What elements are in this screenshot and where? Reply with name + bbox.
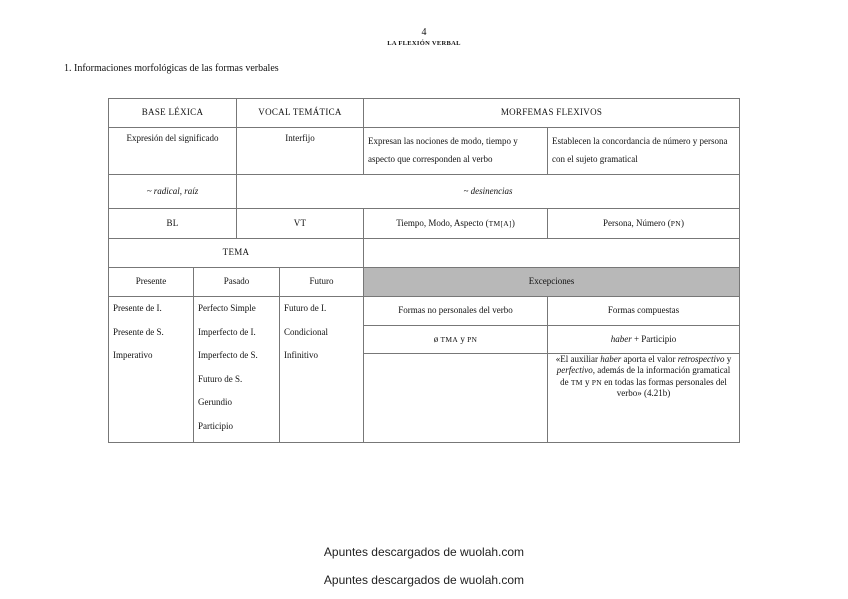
vocal-description: Interfijo <box>237 128 364 175</box>
pasado-list <box>198 297 275 438</box>
list-item: Imperativo <box>113 350 153 360</box>
excepciones-header: Excepciones <box>364 268 740 297</box>
list-item: Presente de S. <box>113 326 164 337</box>
compuestas-value <box>548 326 740 354</box>
vt-label: VT <box>237 209 364 239</box>
running-title: LA FLEXIÓN VERBAL <box>387 40 461 47</box>
conjunction: y <box>460 333 465 344</box>
list-item: Infinitivo <box>284 350 318 360</box>
list-item: Presente de I. <box>113 303 162 313</box>
pasado-header: Pasado <box>194 268 280 297</box>
participio-text: + Participio <box>633 333 677 344</box>
quote-tm: TM <box>570 377 583 387</box>
bl-label: BL <box>109 209 237 239</box>
desinencias-label: ~ desinencias <box>237 175 740 209</box>
tema-label: TEMA <box>109 239 364 268</box>
quote-pn: PN <box>591 377 602 387</box>
tema-empty <box>364 239 740 268</box>
no-personales-value <box>364 326 548 354</box>
footer-link-2[interactable]: Apuntes descargados de wuolah.com <box>323 573 525 587</box>
header-vocal-tematica: VOCAL TEMÁTICA <box>237 99 364 128</box>
morphology-table <box>108 98 740 443</box>
quote-part: y <box>584 376 590 387</box>
quote-part: «El auxiliar <box>555 354 598 364</box>
no-personales-header: Formas no personales del verbo <box>364 297 548 326</box>
no-personales-empty <box>364 354 548 443</box>
compuestas-header: Formas compuestas <box>548 297 740 326</box>
tma-cell <box>364 209 548 239</box>
radical-label: ~ radical, raíz <box>109 175 237 209</box>
tma-abbr: TMA <box>440 334 459 344</box>
quote-part: y <box>726 354 732 364</box>
list-item: Condicional <box>284 326 328 337</box>
pn-close: ) <box>680 217 684 228</box>
morfemas-pn-description: Establecen la concordancia de número y persona con el sujeto gramatical <box>548 128 740 175</box>
list-item: Futuro de I. <box>284 303 327 313</box>
futuro-list-cell <box>280 297 364 443</box>
pn-text: Persona, Número ( <box>603 217 671 228</box>
footer-link-1[interactable]: Apuntes descargados de wuolah.com <box>323 545 525 559</box>
presente-list-cell <box>109 297 194 443</box>
header-base-lexica: BASE LÉXICA <box>109 99 237 128</box>
section-title: 1. Informaciones morfológicas de las formas verbales <box>64 63 279 74</box>
pn-abbr: PN <box>467 334 478 344</box>
page-number: 4 <box>421 27 427 38</box>
list-item: Imperfecto de S. <box>198 350 258 360</box>
list-item: Futuro de S. <box>198 373 243 384</box>
pasado-list-cell <box>194 297 280 443</box>
quote-perfectivo: perfectivo <box>556 365 593 376</box>
presente-list <box>113 297 189 368</box>
tma-close: ) <box>511 217 515 228</box>
haber-word: haber <box>610 333 632 344</box>
null-symbol: ø <box>433 333 439 344</box>
list-item: Gerundio <box>198 397 232 407</box>
presente-header: Presente <box>109 268 194 297</box>
quote-haber: haber <box>600 354 622 364</box>
futuro-list <box>284 297 359 368</box>
list-item: Perfecto Simple <box>198 303 256 313</box>
list-item: Imperfecto de I. <box>198 326 256 337</box>
tma-text: Tiempo, Modo, Aspecto ( <box>396 217 489 228</box>
morfemas-tma-description: Expresan las nociones de modo, tiempo y aspecto que corresponden al verbo <box>364 128 548 175</box>
pn-cell <box>548 209 740 239</box>
list-item: Participio <box>198 420 233 431</box>
haber-quote <box>548 354 740 443</box>
tma-abbr: TM[A] <box>488 218 512 228</box>
futuro-header: Futuro <box>280 268 364 297</box>
quote-part: aporta el valor <box>623 354 676 364</box>
header-morfemas-flexivos: MORFEMAS FLEXIVOS <box>364 99 740 128</box>
quote-retrospectivo: retrospectivo <box>677 354 725 364</box>
pn-abbr: PN <box>670 218 681 228</box>
quote-part: , además de la información gramatical de <box>560 365 731 387</box>
base-description: Expresión del significado <box>109 128 237 175</box>
quote-part: en todas las formas personales del verbo» (4.21b) <box>604 376 727 398</box>
